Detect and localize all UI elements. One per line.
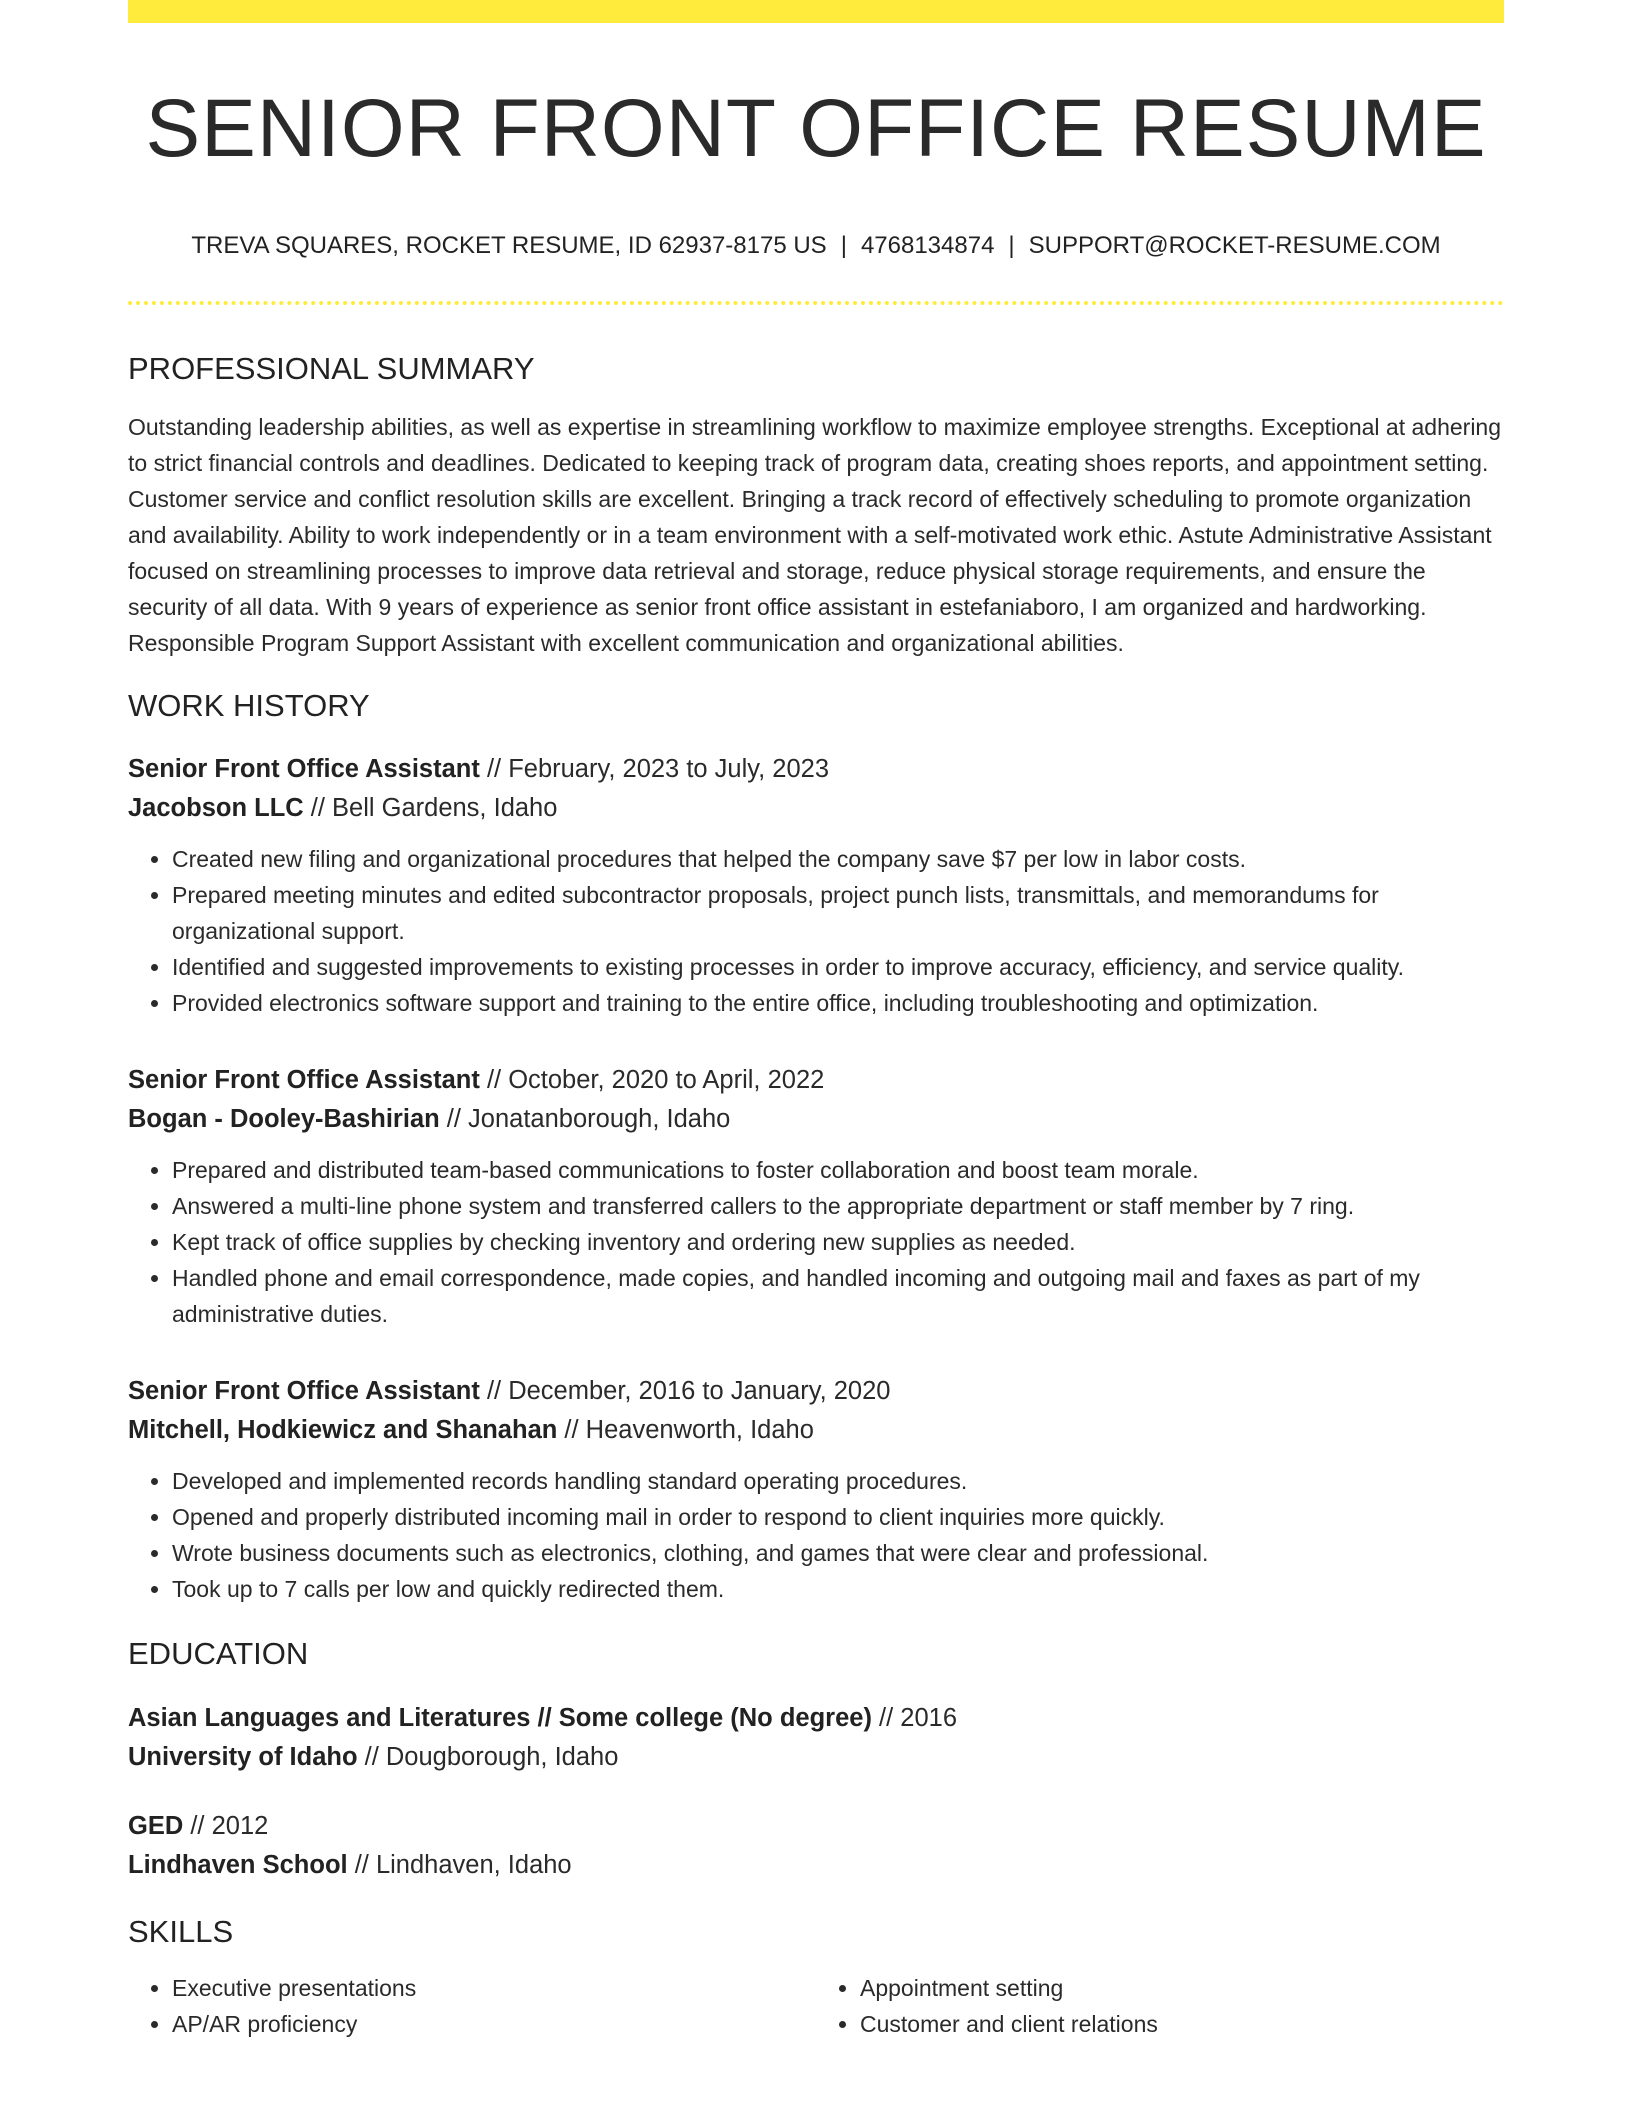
- skill-item: • Executive presentations: [172, 1970, 816, 2006]
- resume-title: SENIOR FRONT OFFICE RESUME: [145, 83, 1487, 174]
- education-entry: [128, 1807, 1504, 1885]
- list-item: • Handled phone and email correspondence, made copies, and handled incoming and outgoing mail and faxes as part of my administrative duties.: [172, 1260, 1504, 1332]
- skill-item: • AP/AR proficiency: [172, 2006, 816, 2042]
- skills-columns: [128, 1970, 1504, 2042]
- job-dates: // October, 2020 to April, 2022: [479, 1066, 825, 1095]
- school-location: // Dougborough, Idaho: [357, 1742, 619, 1771]
- graduation-year: // 2016: [871, 1703, 958, 1732]
- contact-separator: |: [840, 232, 847, 260]
- job-title-line: [128, 750, 1504, 789]
- contact-address: TREVA SQUARES, ROCKET RESUME, ID 62937-8175 US: [191, 232, 827, 260]
- contact-phone: 4768134874: [860, 232, 995, 260]
- job-entry: [128, 1372, 1504, 1607]
- skills-list-right: [816, 1970, 1504, 2042]
- job-title: Senior Front Office Assistant: [128, 1377, 480, 1406]
- list-item: • Opened and properly distributed incoming mail in order to respond to client inquiries more quickly.: [172, 1499, 1504, 1535]
- skills-heading: SKILLS: [128, 1913, 234, 1949]
- list-item: • Developed and implemented records handling standard operating procedures.: [172, 1463, 1504, 1499]
- list-item: • Answered a multi-line phone system and transferred callers to the appropriate department or staff member by 7 ring.: [172, 1188, 1504, 1224]
- job-entry: [128, 1061, 1504, 1332]
- job-company: Mitchell, Hodkiewicz and Shanahan: [128, 1416, 558, 1445]
- job-bullet-list: [128, 841, 1504, 1021]
- skill-item: • Appointment setting: [860, 1970, 1504, 2006]
- resume-page: [128, 0, 1504, 2112]
- job-location: // Heavenworth, Idaho: [557, 1416, 814, 1445]
- list-item: • Created new filing and organizational procedures that helped the company save $7 per low in labor costs.: [172, 841, 1504, 877]
- job-company-line: [128, 1411, 1504, 1450]
- summary-heading: PROFESSIONAL SUMMARY: [128, 350, 535, 386]
- school-line: [128, 1738, 1504, 1777]
- list-item: • Kept track of office supplies by checking inventory and ordering new supplies as needed.: [172, 1224, 1504, 1260]
- job-company-line: [128, 1100, 1504, 1139]
- degree-line: [128, 1807, 1504, 1846]
- job-company-line: [128, 789, 1504, 828]
- graduation-year: // 2012: [183, 1811, 269, 1840]
- job-location: // Jonatanborough, Idaho: [439, 1105, 731, 1134]
- job-entry: [128, 750, 1504, 1021]
- dotted-divider: [128, 301, 1504, 305]
- job-bullet-list: [128, 1152, 1504, 1332]
- job-dates: // December, 2016 to January, 2020: [479, 1377, 891, 1406]
- school-name: Lindhaven School: [128, 1850, 348, 1879]
- list-item: • Identified and suggested improvements to existing processes in order to improve accuracy, efficiency, and service quality.: [172, 949, 1504, 985]
- job-company: Bogan - Dooley-Bashirian: [128, 1105, 440, 1134]
- work-history-heading: WORK HISTORY: [128, 688, 370, 724]
- school-name: University of Idaho: [128, 1742, 358, 1771]
- education-heading: EDUCATION: [128, 1636, 309, 1672]
- skills-list-left: [128, 1970, 816, 2042]
- list-item: • Provided electronics software support and training to the entire office, including troubleshooting and optimization.: [172, 985, 1504, 1021]
- list-item: • Prepared meeting minutes and edited subcontractor proposals, project punch lists, transmittals, and memorandums for organizational support.: [172, 877, 1504, 949]
- job-location: // Bell Gardens, Idaho: [303, 794, 558, 823]
- contact-separator: |: [1008, 232, 1015, 260]
- job-title-line: [128, 1372, 1504, 1411]
- school-line: [128, 1846, 1504, 1885]
- top-accent-bar: [128, 0, 1504, 23]
- job-title: Senior Front Office Assistant: [128, 1066, 480, 1095]
- summary-text: Outstanding leadership abilities, as well as expertise in streamlining workflow to maximize employee strengths. Exceptional at adhering to strict financial controls and deadlines. Dedicated to keeping track of program data, creating shoes reports, and appointment setting. Customer service and conflict resolution skills are excellent. Bringing a track record of effectively scheduling to promote organization and availability. Ability to work independently or in a team environment with a self-motivated work ethic. Astute Administrative Assistant focused on streamlining processes to improve data retrieval and storage, reduce physical storage requirements, and ensure the security of all data. With 9 years of experience as senior front office assistant in estefaniaboro, I am organized and hardworking. Responsible Program Support Assistant with excellent communication and organizational abilities.: [128, 414, 1502, 657]
- school-location: // Lindhaven, Idaho: [347, 1850, 572, 1879]
- degree: Asian Languages and Literatures // Some college (No degree): [128, 1703, 872, 1732]
- job-company: Jacobson LLC: [128, 794, 304, 823]
- list-item: • Took up to 7 calls per low and quickly redirected them.: [172, 1571, 1504, 1607]
- job-bullet-list: [128, 1463, 1504, 1607]
- contact-email: SUPPORT@ROCKET-RESUME.COM: [1028, 232, 1441, 260]
- job-title-line: [128, 1061, 1504, 1100]
- job-dates: // February, 2023 to July, 2023: [479, 755, 830, 784]
- list-item: • Prepared and distributed team-based communications to foster collaboration and boost team morale.: [172, 1152, 1504, 1188]
- degree-line: [128, 1699, 1504, 1738]
- education-entry: [128, 1699, 1504, 1777]
- skill-item: • Customer and client relations: [860, 2006, 1504, 2042]
- contact-line: [128, 232, 1504, 261]
- list-item: • Wrote business documents such as electronics, clothing, and games that were clear and professional.: [172, 1535, 1504, 1571]
- job-title: Senior Front Office Assistant: [128, 755, 480, 784]
- degree: GED: [128, 1811, 184, 1840]
